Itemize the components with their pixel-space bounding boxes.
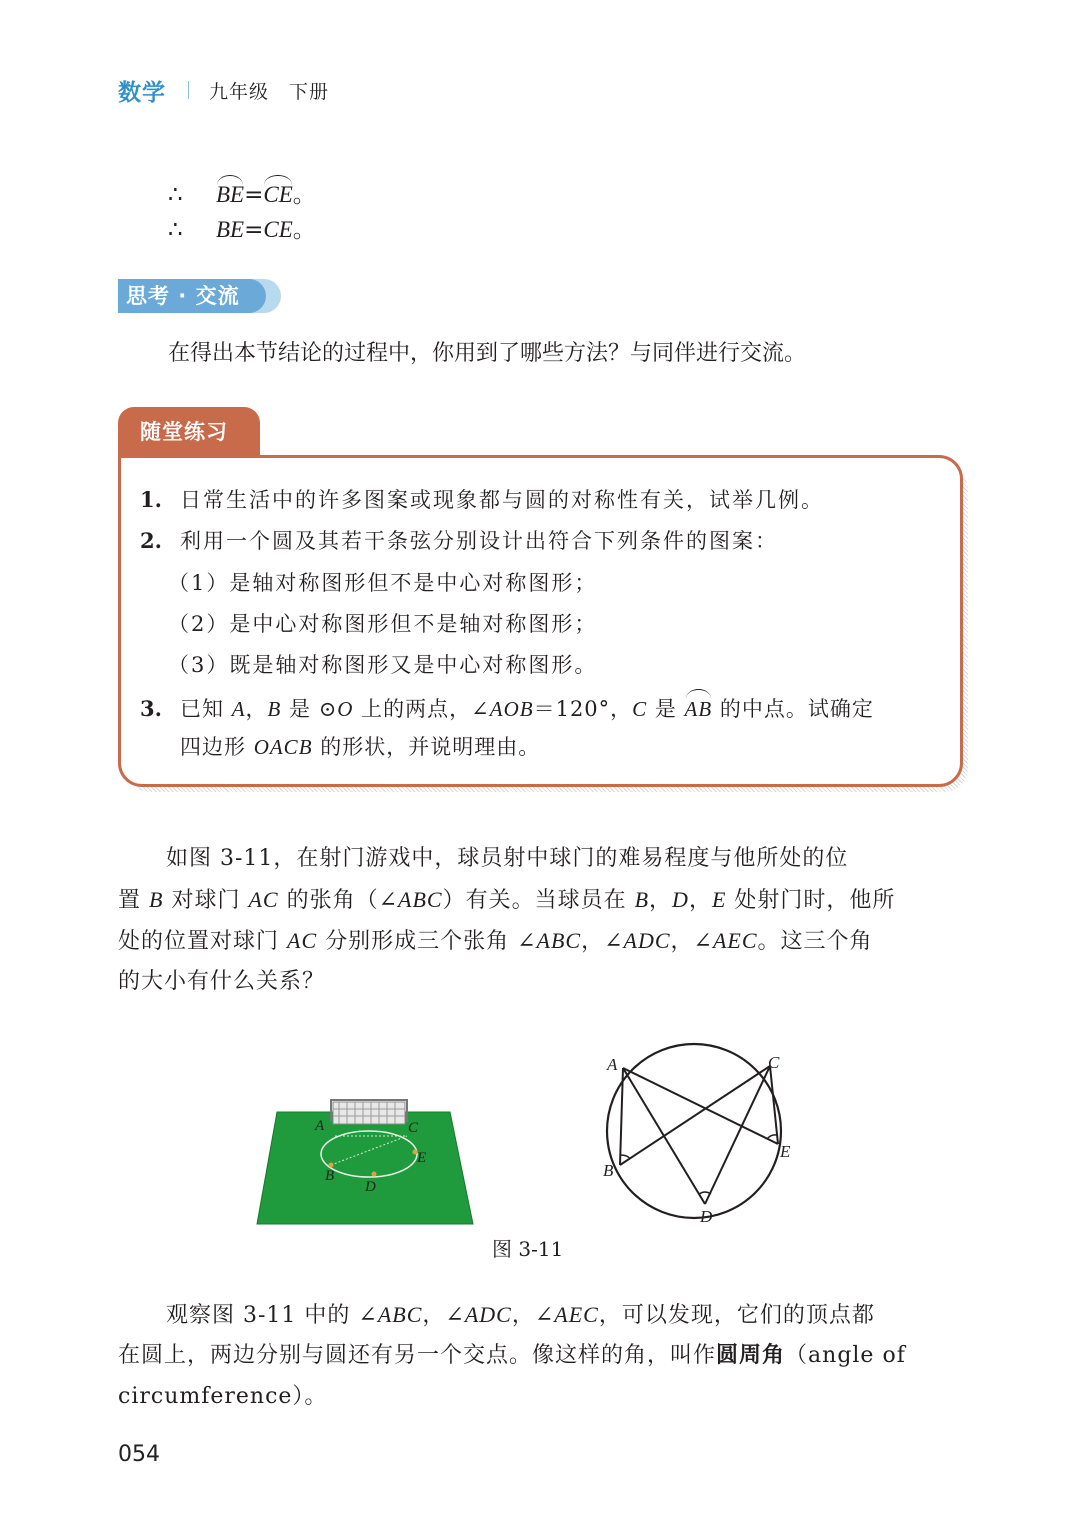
math-var: E — [711, 887, 727, 912]
angle-arcs — [620, 1135, 777, 1194]
circle-o — [607, 1044, 781, 1218]
math-var: AC — [248, 887, 279, 912]
paragraph-line — [118, 920, 963, 961]
q3-text: 上的两点，∠ — [353, 697, 490, 721]
text: ，可以发现，它们的顶点都 — [598, 1303, 875, 1328]
text: ，∠ — [422, 1303, 465, 1328]
question-3-line-1 — [180, 692, 874, 726]
field-label-c: C — [408, 1120, 419, 1136]
text: ，∠ — [511, 1303, 555, 1328]
math-var: ABC — [377, 1302, 423, 1327]
think-question: 在得出本节结论的过程中，你用到了哪些方法？与同伴进行交流。 — [168, 341, 807, 366]
think-exchange-label: 思考 · 交流 — [126, 284, 240, 308]
text: ）有关。当球员在 — [442, 888, 635, 913]
circle-label-a: A — [607, 1055, 618, 1074]
proof-line-1 — [168, 178, 316, 212]
q3-angle-aob: AOB — [489, 697, 534, 721]
figure-soccer-field — [255, 1060, 477, 1230]
header-grade: 九年级 — [209, 80, 270, 103]
math-var: B — [149, 887, 164, 912]
paragraph-line: 如图 3-11，在射门游戏中，球员射中球门的难易程度与他所处的位 — [166, 846, 849, 871]
figure-caption: 图 3-11 — [492, 1237, 564, 1261]
question-1-number: 1. — [140, 487, 162, 512]
q3-quadrilateral: OACB — [253, 735, 313, 759]
math-var: AEC — [554, 1302, 599, 1327]
chord-ce: CE — [263, 217, 293, 242]
equals-sign: = — [244, 217, 264, 243]
player-d-dot — [372, 1172, 377, 1177]
q3-point-c: C — [632, 697, 648, 721]
text: ， — [688, 888, 712, 913]
circle-label-e: E — [780, 1142, 791, 1161]
text: ，∠ — [670, 929, 713, 954]
paragraph-goal-angle — [118, 838, 963, 1002]
field-label-d: D — [365, 1179, 376, 1195]
question-2-sub-2: （2）是中心对称图形但不是轴对称图形； — [168, 612, 598, 636]
question-3-number: 3. — [140, 696, 162, 721]
therefore-symbol: ∴ — [168, 182, 183, 208]
question-1-text: 日常生活中的许多图案或现象都与圆的对称性有关，试举几例。 — [180, 488, 824, 512]
header-divider — [188, 81, 189, 99]
q3-text: 的形状，并说明理由。 — [312, 735, 541, 759]
math-var: ABC — [536, 928, 582, 953]
q3-text: 四边形 — [180, 735, 254, 759]
q3-text: 是 ⊙ — [281, 697, 338, 721]
math-var: ABC — [398, 887, 443, 912]
period: 。 — [292, 217, 316, 243]
text: 处射门时，他所 — [726, 888, 896, 913]
text: 在圆上，两边分别与圆还有另一个交点。像这样的角，叫作 — [118, 1343, 717, 1368]
arc-ce: CE — [263, 178, 292, 212]
period: 。 — [292, 182, 316, 208]
text: 观察图 3-11 中的 ∠ — [166, 1303, 378, 1328]
equals-sign: = — [244, 182, 264, 208]
math-var: AEC — [712, 928, 758, 953]
angle-chords — [620, 1066, 778, 1204]
circle-label-c: C — [768, 1053, 780, 1072]
text: 分别形成三个张角 ∠ — [317, 929, 537, 954]
header-volume: 下册 — [289, 80, 330, 103]
goal-net — [331, 1100, 407, 1124]
arc-be: BE — [216, 178, 244, 212]
question-2-sub-1: （1）是轴对称图形但不是中心对称图形； — [168, 571, 598, 595]
q3-text: 已知 — [180, 697, 232, 721]
field-surface — [257, 1112, 473, 1224]
q3-text: 的中点。试确定 — [712, 697, 874, 721]
paragraph-line — [118, 1294, 963, 1335]
question-2-number: 2. — [140, 528, 162, 553]
text: ， — [649, 888, 673, 913]
field-label-a: A — [315, 1118, 325, 1134]
math-var: AC — [287, 928, 318, 953]
math-var: ADC — [464, 1302, 512, 1327]
paragraph-line: 的大小有什么关系？ — [118, 969, 326, 994]
header-subject: 数学 — [118, 79, 166, 106]
circle-label-d: D — [700, 1207, 713, 1226]
q3-text: ， — [245, 697, 268, 721]
practice-tab-label: 随堂练习 — [118, 407, 260, 457]
question-2-sub-3: （3）既是轴对称图形又是中心对称图形。 — [168, 653, 598, 677]
chord-be: BE — [216, 217, 245, 242]
q3-text: 是 — [647, 697, 685, 721]
math-var: D — [672, 887, 689, 912]
text: 处的位置对球门 — [118, 929, 287, 954]
field-label-e: E — [417, 1150, 427, 1166]
q3-point-a: A — [231, 697, 246, 721]
key-term: 圆周角 — [716, 1343, 786, 1368]
question-3-line-2 — [180, 730, 540, 764]
figure-inscribed-angles — [595, 1028, 805, 1234]
text: 。这三个角 — [757, 929, 873, 954]
therefore-symbol: ∴ — [168, 217, 183, 243]
field-label-b: B — [325, 1168, 335, 1184]
text: ，∠ — [581, 929, 624, 954]
math-var: ADC — [623, 928, 671, 953]
player-b-dot — [329, 1163, 334, 1168]
text: 置 — [118, 888, 149, 913]
paragraph-line — [118, 1335, 963, 1376]
paragraph-inscribed-angle-definition — [118, 1294, 963, 1417]
page-number: 054 — [118, 1442, 160, 1467]
text: （angle of — [785, 1343, 906, 1368]
q3-point-b: B — [267, 697, 282, 721]
circle-label-b: B — [603, 1161, 614, 1180]
running-header — [118, 74, 329, 106]
proof-line-2 — [168, 213, 316, 247]
math-var: B — [634, 887, 650, 912]
q3-arc-ab: AB — [685, 692, 713, 726]
question-2-text: 利用一个圆及其若干条弦分别设计出符合下列条件的图案： — [180, 529, 778, 553]
text: 对球门 — [163, 888, 249, 913]
paragraph-line — [118, 879, 963, 920]
paragraph-line: circumference）。 — [118, 1384, 328, 1409]
q3-text: ＝120°， — [533, 697, 633, 721]
q3-center-o: O — [337, 697, 354, 721]
text: 的张角（∠ — [278, 888, 399, 913]
